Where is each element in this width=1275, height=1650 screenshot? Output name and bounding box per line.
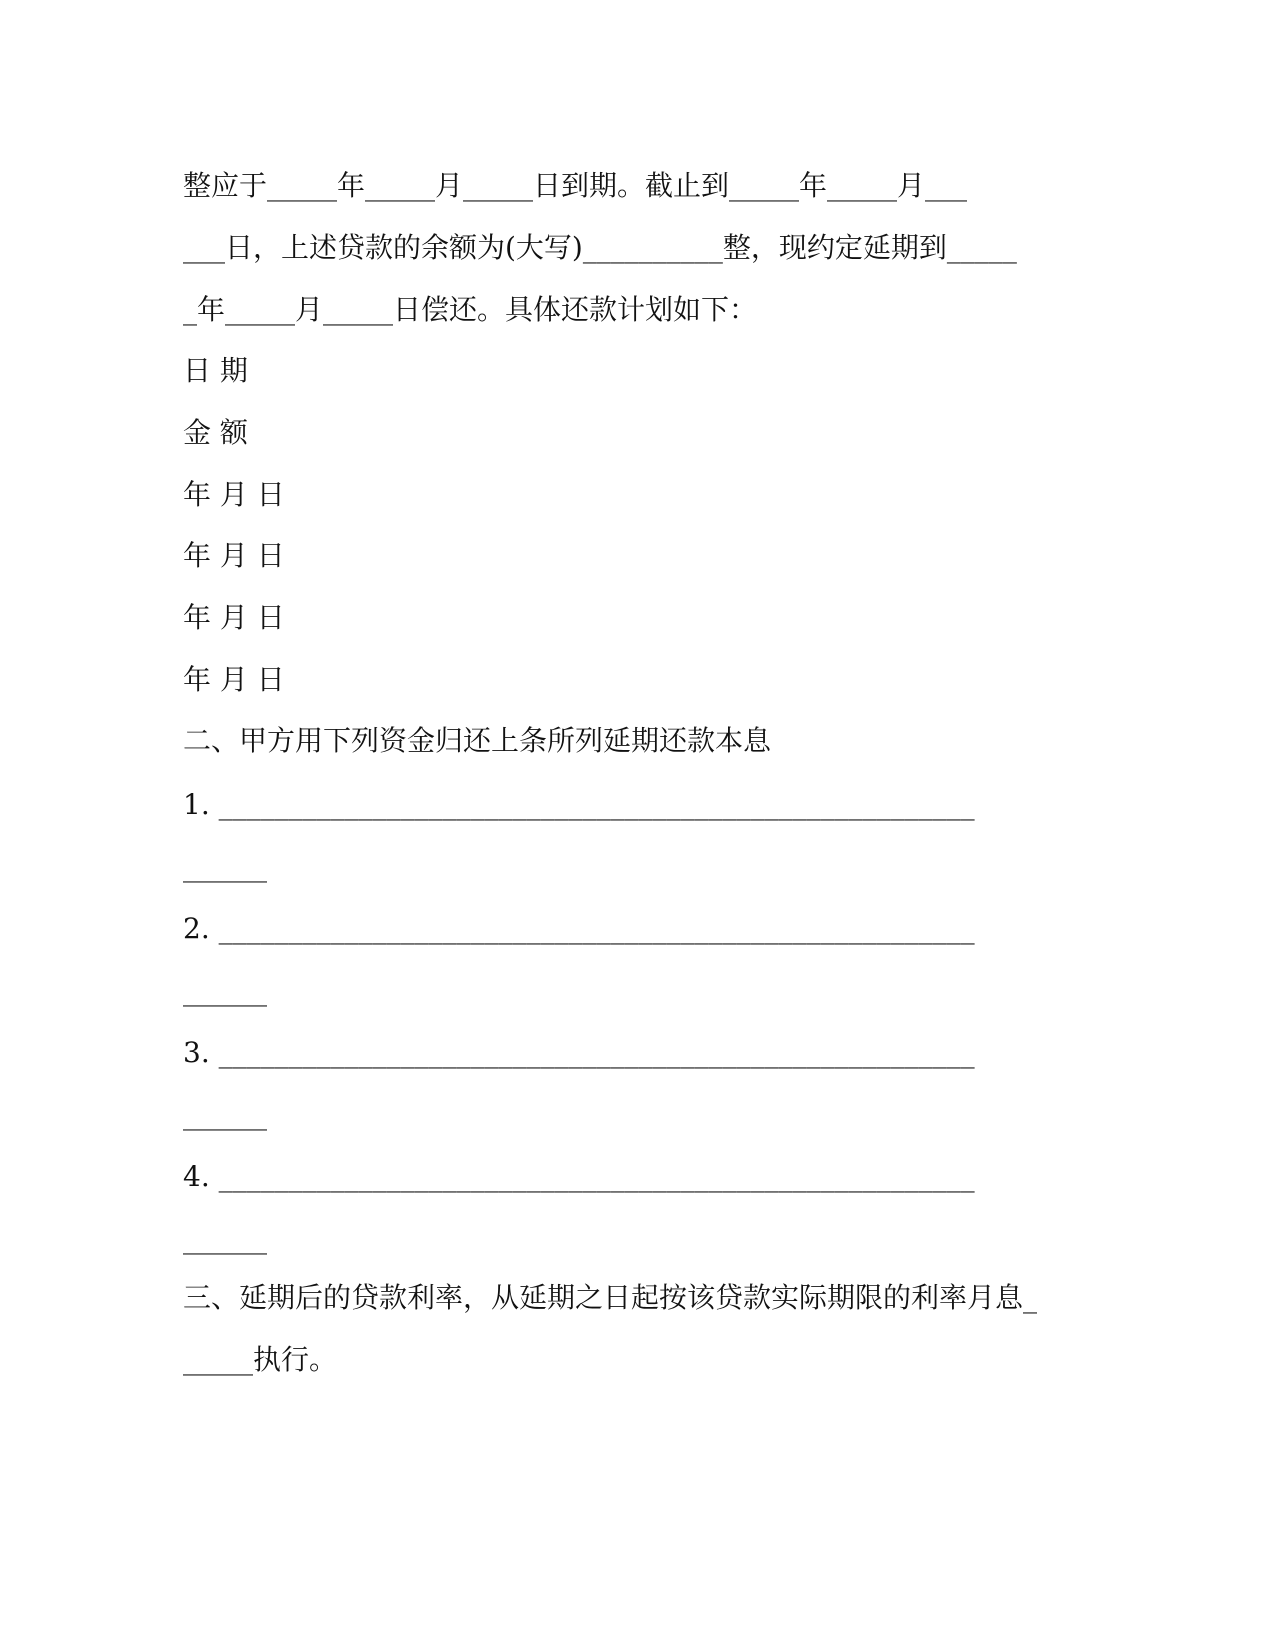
schedule-row-2: 年 月 日 — [183, 539, 285, 572]
fund-item-2-continued: ______ — [183, 974, 267, 1007]
fund-item-1-continued: ______ — [183, 850, 267, 883]
fund-item-2: 2. ______________________________________________________ — [183, 912, 975, 945]
fund-item-4-continued: ______ — [183, 1222, 267, 1255]
section-three-text-continued: _____执行。 — [183, 1343, 338, 1376]
section-two-heading: 二、甲方用下列资金归还上条所列延期还款本息 — [183, 724, 772, 757]
fund-item-3-continued: ______ — [183, 1098, 267, 1131]
schedule-row-4: 年 月 日 — [183, 663, 285, 696]
text-line-repay-plan: _年_____月_____日偿还。具体还款计划如下： — [183, 293, 758, 326]
schedule-row-3: 年 月 日 — [183, 601, 285, 634]
schedule-row-1: 年 月 日 — [183, 478, 285, 511]
section-three-text: 三、延期后的贷款利率，从延期之日起按该贷款实际期限的利率月息_ — [183, 1281, 1038, 1314]
table-header-amount: 金 额 — [183, 416, 248, 449]
fund-item-4: 4. ______________________________________________________ — [183, 1160, 975, 1193]
table-header-date: 日 期 — [183, 354, 248, 387]
fund-item-3: 3. ______________________________________________________ — [183, 1036, 975, 1069]
text-line-due-date: 整应于_____年_____月_____日到期。截止到_____年_____月___ — [183, 169, 968, 202]
fund-item-1: 1. ______________________________________________________ — [183, 788, 975, 821]
text-line-balance: ___日，上述贷款的余额为(大写)__________整，现约定延期到_____ — [183, 231, 1017, 264]
